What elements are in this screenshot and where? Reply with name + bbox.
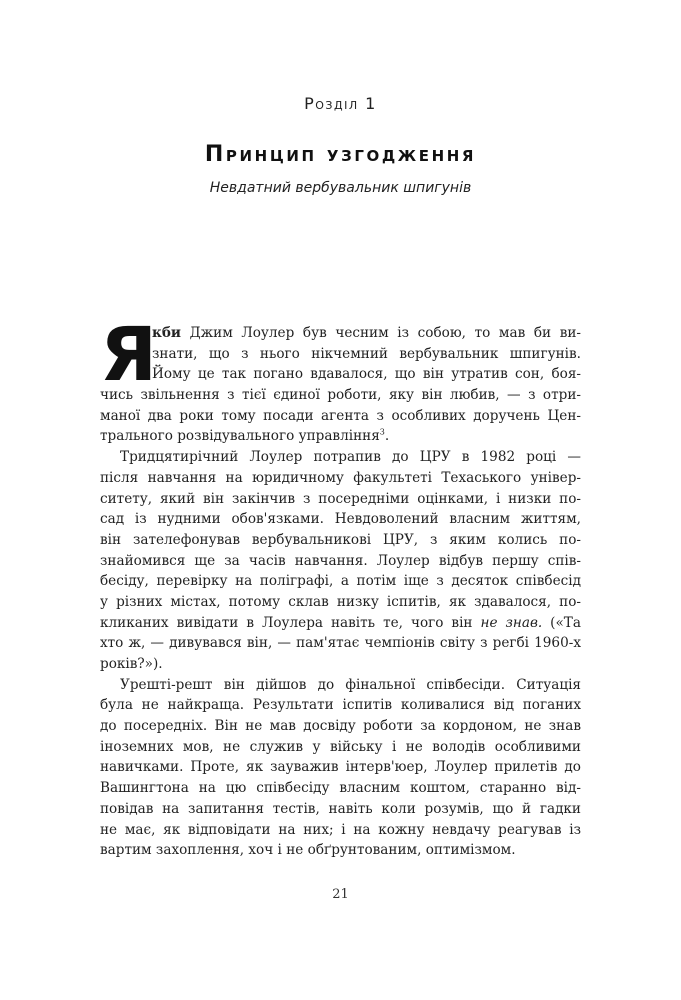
text-line: він зателефонував вербувальникові ЦРУ, з яким колись по- [100, 531, 581, 548]
page-number: 21 [332, 887, 349, 902]
text-line: Вашингтона на цю співбесіду власним коштом, старанно від- [100, 780, 581, 797]
text-line: вартим захоплення, хоч і не обґрунтованим, оптимізмом. [100, 842, 516, 859]
text-line: після навчання на юридичному факультеті Техаського універ- [100, 469, 581, 486]
text-line: навичками. Проте, як зауважив інтерв'юер, Лоулер прилетів до [100, 759, 581, 776]
paragraph-1 [100, 312, 581, 447]
text-line: ситету, який він закінчив з посередніми оцінками, і низки по- [100, 490, 581, 507]
text-line: знати, що з нього нікчемний вербувальник шпигунів. [152, 345, 581, 362]
text-line: до посередніх. Він не мав досвіду роботи за кордоном, не знав [100, 718, 581, 735]
text-line: сад із нудними обов'язками. Невдоволений власним життям, [100, 511, 581, 528]
text-line: хто ж, — дивувався він, — пам'ятає чемпіонів світу з регбі 1960-х [100, 635, 581, 652]
text-line: знайомився ще за часів навчання. Лоулер відбув першу спів- [100, 552, 581, 569]
text-line: іноземних мов, не служив у війську і не володів особливими [100, 738, 581, 755]
text-fragment: («Та [542, 614, 581, 631]
paragraph-3 [100, 675, 581, 861]
text-fragment: . [384, 428, 390, 445]
footnote-ref[interactable]: 3 [379, 427, 385, 437]
text-fragment: трального розвідувального управління [100, 428, 380, 445]
text-line: Урешті-решт він дійшов до фінальної співбесіди. Ситуація [120, 676, 581, 693]
chapter-subtitle: Невдатний вербувальник шпигунів [209, 180, 472, 196]
text-line: бесіду, перевірку на поліграфі, а потім іще з десяток співбесід [100, 573, 581, 590]
paragraph-2 [100, 447, 581, 675]
text-line: Тридцятирічний Лоулер потрапив до ЦРУ в 1982 році — [120, 449, 581, 466]
italic-phrase: не знав. [480, 614, 543, 631]
text-fragment: кликаних вивідати в Лоулера навіть те, чого він [100, 614, 481, 631]
text-line: маної два роки тому посади агента з особливих доручень Цен- [100, 407, 581, 424]
text-line [100, 323, 581, 344]
text-fragment: Джим Лоулер був чесним із собою, то мав би ви- [180, 325, 581, 341]
text-line: Йому це так погано вдавалося, що він утратив сон, боя- [152, 366, 581, 383]
text-line: повідав на запитання тестів, навіть коли розумів, що й гадки [100, 800, 581, 817]
text-line: чись звільнення з тієї єдиної роботи, яку він любив, — з отри- [100, 387, 581, 404]
chapter-title: Принцип узгодження [204, 142, 477, 167]
body-text [100, 312, 581, 861]
text-line [100, 613, 581, 634]
text-line: у різних містах, потому склав низку іспитів, як здавалося, по- [100, 593, 581, 610]
text-line: не має, як відповідати на них; і на кожну невдачу реагував із [100, 821, 581, 838]
text-line: років?»). [100, 656, 163, 672]
chapter-label: Розділ 1 [304, 94, 377, 113]
text-line: була не найкраща. Результати іспитів коливалися від поганих [100, 697, 581, 714]
drop-cap: Я [100, 312, 157, 398]
text-line [100, 426, 581, 447]
first-word: кби [152, 325, 181, 341]
